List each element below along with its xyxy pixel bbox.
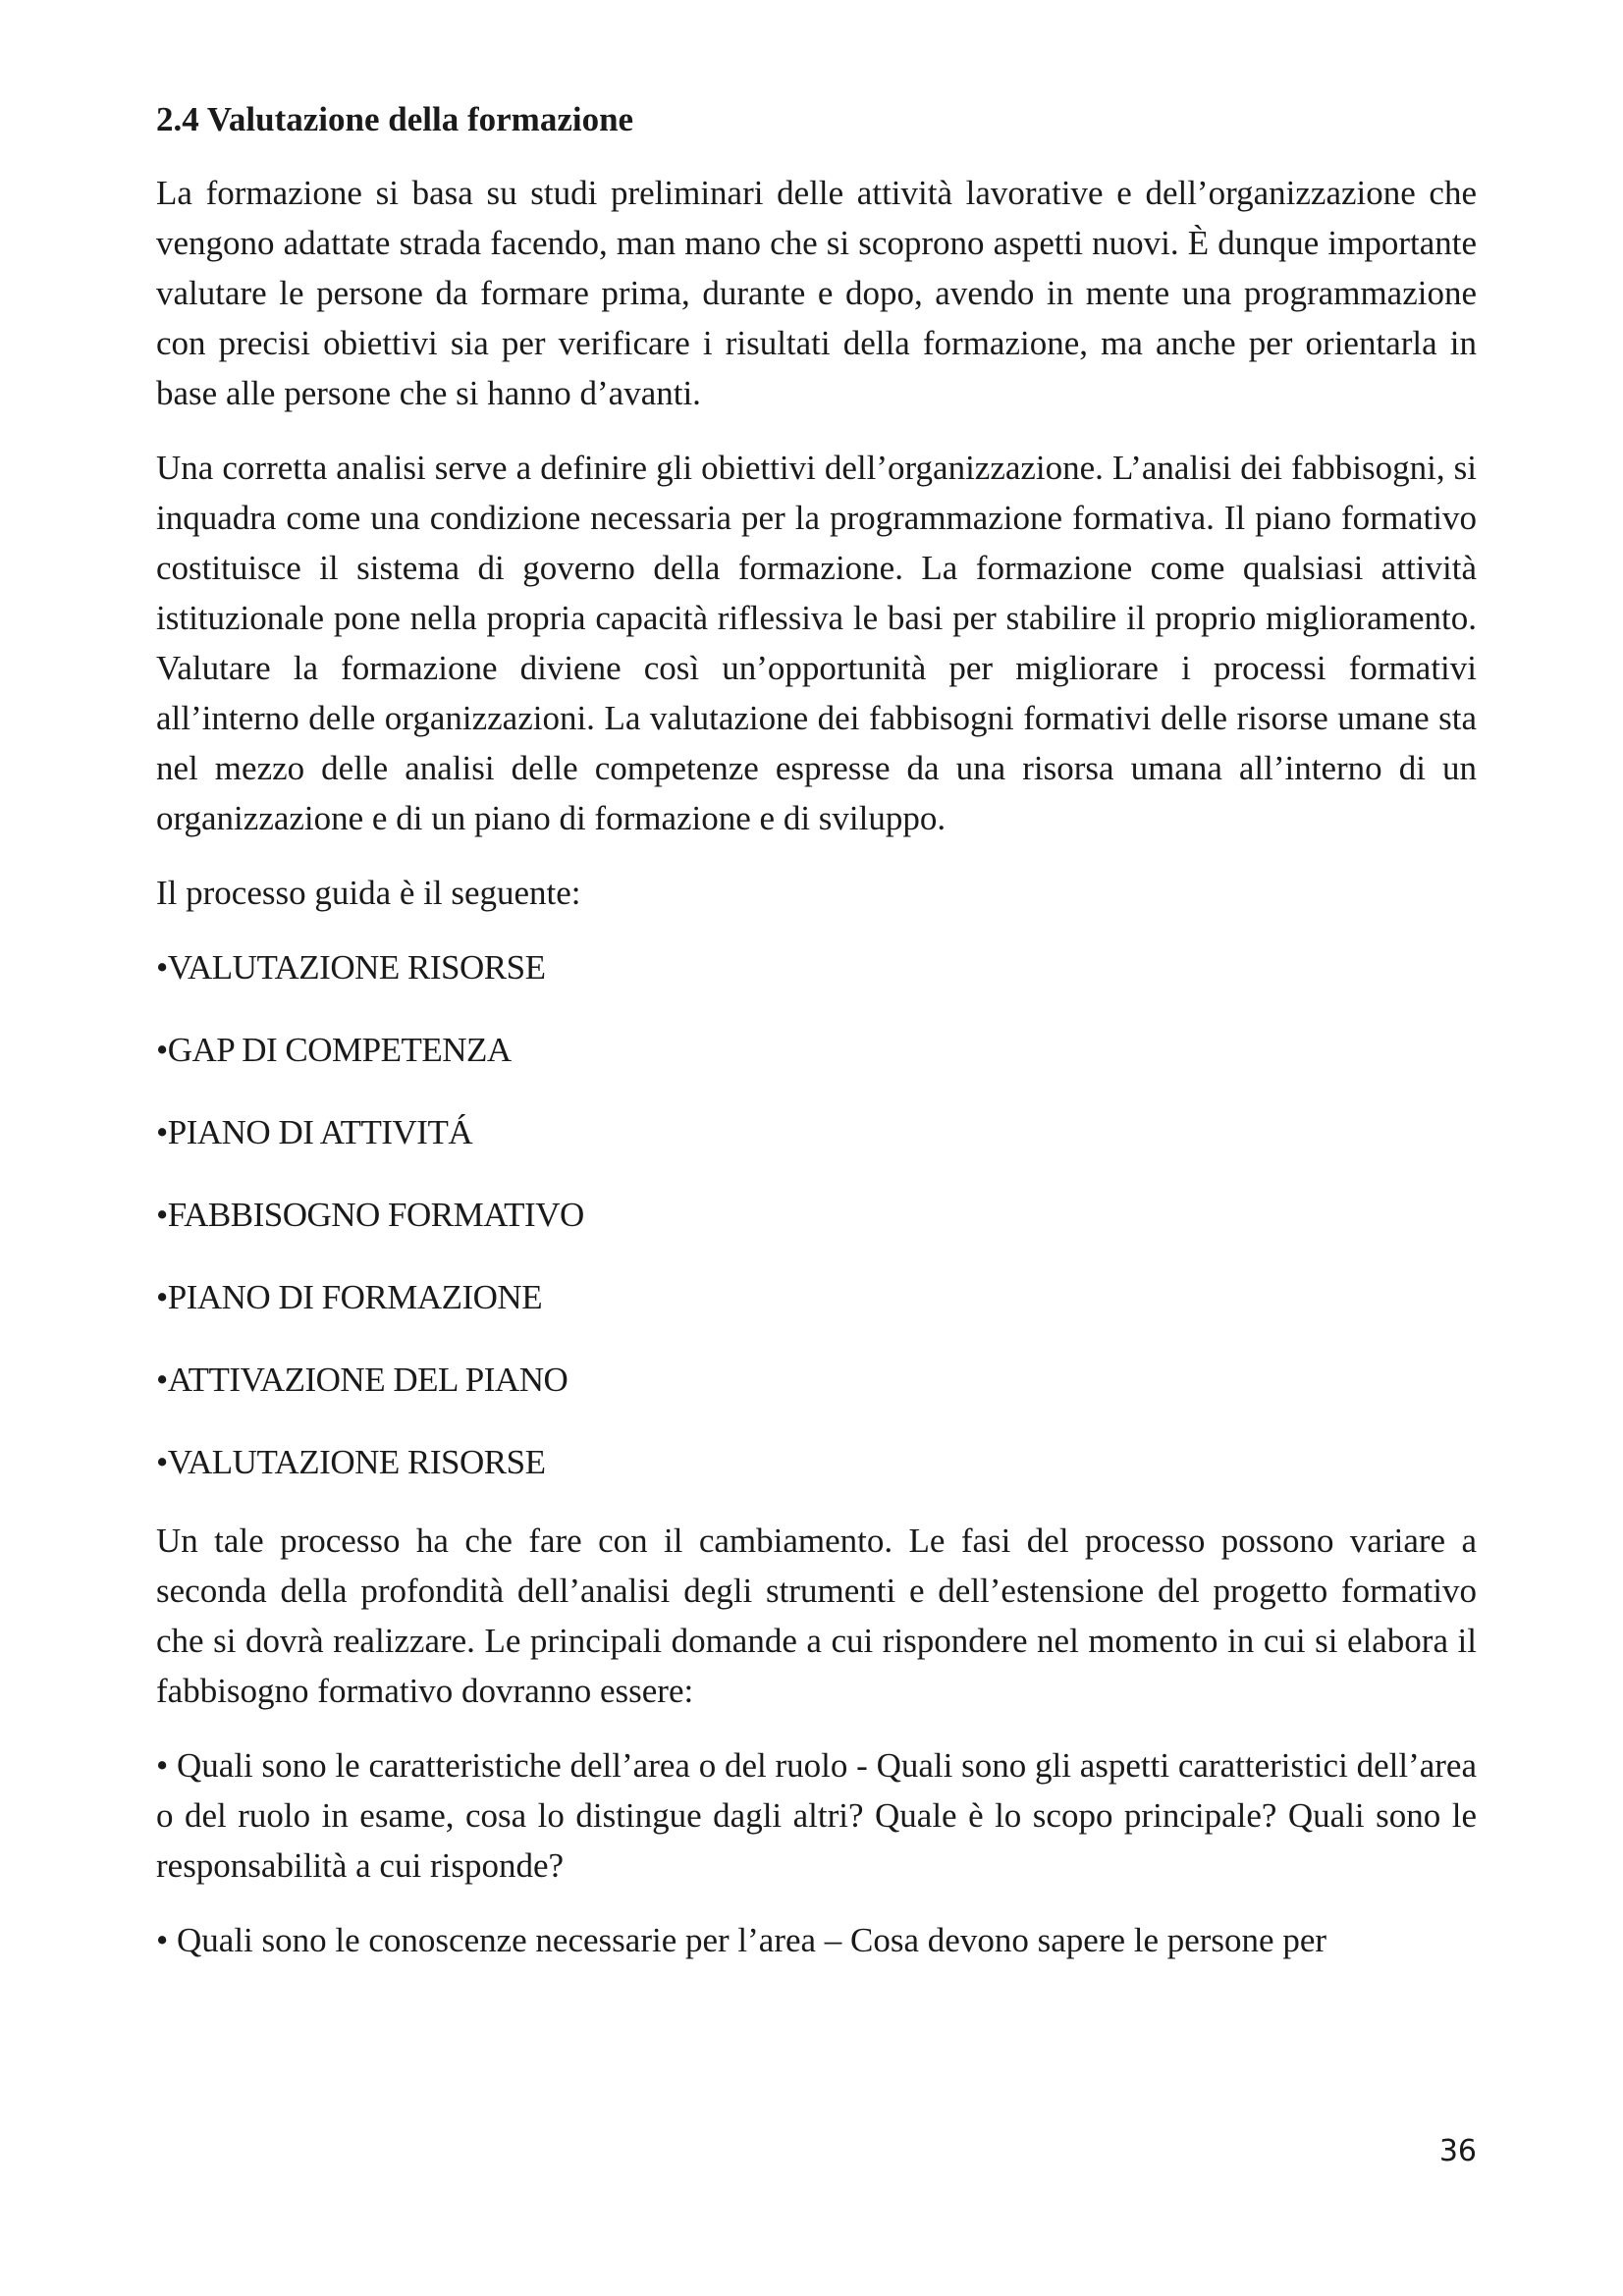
process-step: •PIANO DI ATTIVITÁ (156, 1113, 473, 1151)
page-number: 36 (1438, 2134, 1477, 2168)
section-heading: 2.4 Valutazione della formazione (156, 100, 634, 138)
process-step: •VALUTAZIONE RISORSE (156, 1443, 546, 1481)
process-step: •PIANO DI FORMAZIONE (156, 1278, 543, 1316)
page-content (156, 96, 1477, 1990)
paragraph-change: Un tale processo ha che fare con il cambiamento. Le fasi del processo possono variare a seconda della profondità dell’analisi degli strumenti e dell’estensione del progetto formativo che si dovrà realizzare. Le principali domande a cui rispondere nel momento in cui si elabora il fabbisogno formativo dovranno essere: (156, 1522, 1477, 1710)
process-step: •FABBISOGNO FORMATIVO (156, 1196, 584, 1234)
paragraph-intro: La formazione si basa su studi preliminari delle attività lavorative e dell’organizzazione che vengono adattate strada facendo, man mano che si scoprono aspetti nuovi. È dunque importante valutare le persone da formare prima, durante e dopo, avendo in mente una programmazione con precisi obiettivi sia per verificare i risultati della formazione, ma anche per orientarla in base alle persone che si hanno d’avanti. (156, 174, 1477, 412)
process-step: •GAP DI COMPETENZA (156, 1031, 512, 1069)
paragraph-question-knowledge: • Quali sono le conoscenze necessarie per l’area – Cosa devono sapere le persone per (156, 1921, 1327, 1959)
paragraph-analysis: Una corretta analisi serve a definire gli obiettivi dell’organizzazione. L’analisi dei fabbisogni, si inquadra come una condizione necessaria per la programmazione formativa. Il piano formativo costituisce il sistema di governo della formazione. La formazione come qualsiasi attività istituzionale pone nella propria capacità riflessiva le basi per stabilire il proprio miglioramento. Valutare la formazione diviene così un’opportunità per migliorare i processi formativi all’interno delle organizzazioni. La valutazione dei fabbisogni formativi delle risorse umane sta nel mezzo delle analisi delle competenze espresse da una risorsa umana all’interno di un organizzazione e di un piano di formazione e di sviluppo. (156, 449, 1477, 837)
process-step: •VALUTAZIONE RISORSE (156, 948, 546, 987)
paragraph-process-intro: Il processo guida è il seguente: (156, 874, 581, 912)
process-step: •ATTIVAZIONE DEL PIANO (156, 1361, 568, 1399)
paragraph-question-role: • Quali sono le caratteristiche dell’area o del ruolo - Quali sono gli aspetti caratteristici dell’area o del ruolo in esame, cosa lo distingue dagli altri? Quale è lo scopo principale? Quali sono le responsabilità a cui risponde? (156, 1746, 1477, 1885)
